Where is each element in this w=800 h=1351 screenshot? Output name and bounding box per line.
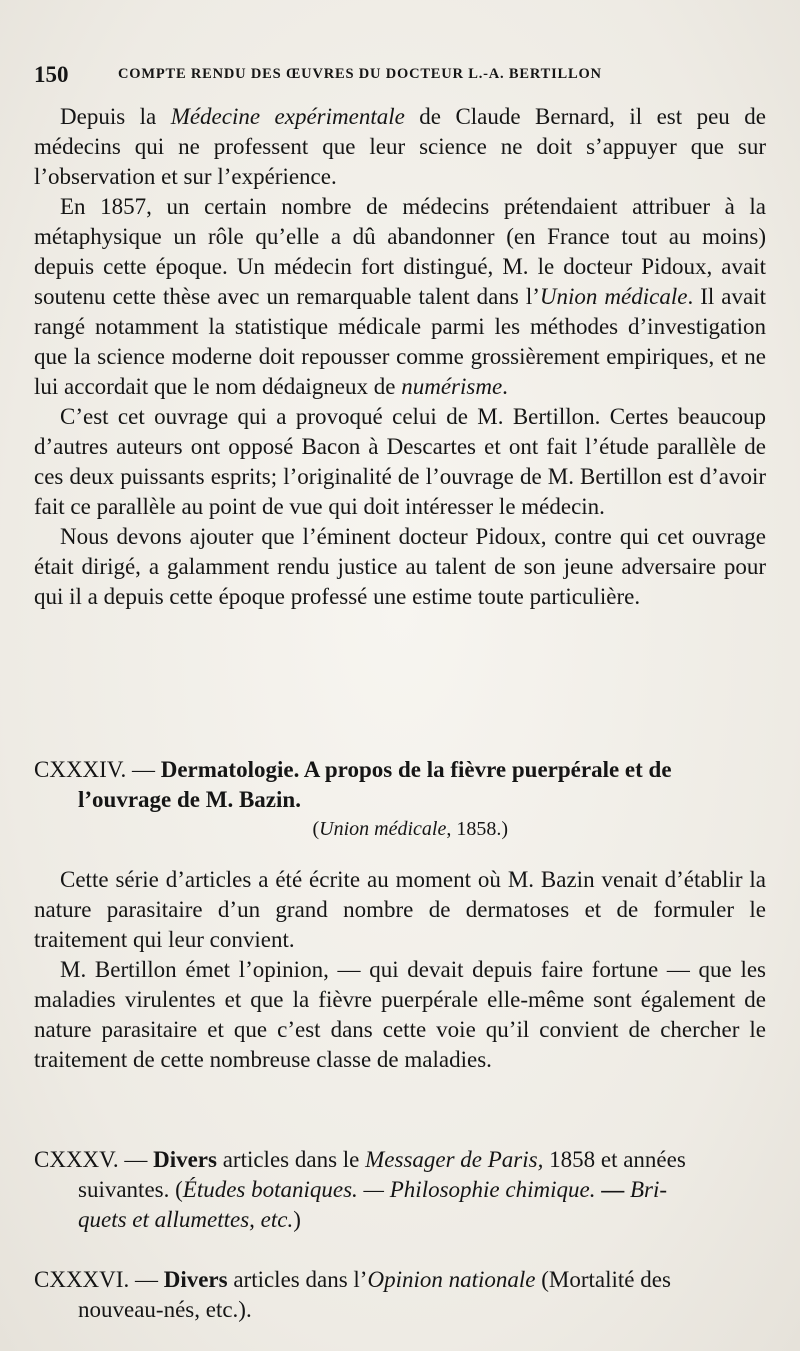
text: 1858 et années xyxy=(543,1147,686,1172)
text-block-top xyxy=(34,102,766,612)
page-header xyxy=(34,62,684,90)
italic-title: Médecine expérimentale xyxy=(170,104,405,129)
text: C’est cet ouvrage qui a provoqué celui de M. Bertillon. Certes beaucoup d’autres auteurs ont opposé Bacon à Descartes et ont fait l’étude parallèle de ces deux puissants esprits; l’originalité de l’ouvrage de M. Bertillon est d’avoir fait ce parallèle au point de vue qui doit intéresser le médecin. xyxy=(34,404,766,519)
text: ) xyxy=(293,1207,301,1232)
text: Depuis la xyxy=(60,104,171,129)
entry-line1 xyxy=(34,1265,769,1295)
source-journal: Union médicale xyxy=(319,818,447,840)
entry-cxxxvi xyxy=(34,1265,769,1325)
entry-line3 xyxy=(34,1205,769,1235)
entry-line2 xyxy=(34,1175,769,1205)
text: (Mortalité des xyxy=(535,1267,671,1292)
entry-line1 xyxy=(34,1145,769,1175)
text: suivantes. ( xyxy=(78,1177,183,1202)
paren: ( xyxy=(312,818,320,840)
text: Nous devons ajouter que l’éminent docteur Pidoux, contre qui cet ouvrage était dirigé, a galamment rendu justice au talent de son jeune adversaire pour qui il a depuis cette époque professé une estime toute particulière. xyxy=(34,524,766,609)
paragraph xyxy=(34,192,766,402)
journal-title: Messager de Paris, xyxy=(365,1147,544,1172)
dash: — xyxy=(126,757,161,782)
dash: — xyxy=(118,1147,154,1172)
paragraph xyxy=(34,955,766,1075)
text: articles dans le xyxy=(216,1147,366,1172)
text: . xyxy=(502,374,508,399)
text: articles dans l’ xyxy=(227,1267,368,1292)
page-number: 150 xyxy=(34,62,69,87)
dash: — xyxy=(129,1267,164,1292)
text-block-bottom xyxy=(34,865,766,1075)
source-year: , 1858.) xyxy=(446,818,508,840)
italic-title: Union médicale xyxy=(539,284,688,309)
entry-keyword: Divers xyxy=(153,1147,217,1172)
entry-number: CXXXIV. xyxy=(34,757,127,782)
text: En 1857, un certain nombre de médecins prétendaient attribuer à la métaphysique un rôle qu’elle a dû abandonner (en France tout au moins) depuis cette époque. Un médecin fort distingué, M. le docteur Pidoux, avait soutenu cette thèse avec un remarquable talent dans l’ xyxy=(34,194,766,309)
text: M. Bertillon émet l’opinion, — qui devait depuis faire fortune — que les maladies virulentes et que la fièvre puerpérale elle-même sont également de nature parasitaire et que c’est dans cette voie qu’il convient de chercher le traitement de cette nombreuse classe de maladies. xyxy=(34,957,766,1072)
italic-term: numérisme xyxy=(401,374,503,399)
topics: Bri- xyxy=(629,1177,668,1202)
entry-line2: nouveau-nés, etc.). xyxy=(78,1297,252,1322)
entry-cxxxv xyxy=(34,1145,769,1235)
entry-source xyxy=(0,815,800,843)
text: . Il avait rangé notamment la statistique médicale parmi les méthodes d’investigation que la science moderne doit repousser comme grossièrement empiriques, et ne lui accordait que le nom dédaigneux de xyxy=(34,284,767,399)
dash: — xyxy=(595,1177,630,1202)
entry-number: CXXXVI. xyxy=(34,1267,130,1292)
paragraph xyxy=(34,522,766,612)
text: Cette série d’articles a été écrite au moment où M. Bazin venait d’établir la nature parasitaire d’un grand nombre de dermatoses et de formuler le traitement qui leur convient. xyxy=(34,867,766,952)
paragraph xyxy=(34,102,766,192)
topics: quets et allumettes, etc. xyxy=(78,1207,294,1232)
text: de Claude Bernard, il est peu de médecins qui ne professent que leur science ne doit s’appuyer que sur l’observation et sur l’expérience. xyxy=(34,104,766,189)
paragraph xyxy=(34,402,766,522)
topics: Études botaniques. — Philosophie chimique. xyxy=(182,1177,596,1202)
entry-keyword: Divers xyxy=(163,1267,228,1292)
running-head: COMPTE RENDU DES ŒUVRES DU DOCTEUR L.-A. BERTILLON xyxy=(118,66,602,82)
entry-heading-line2: l’ouvrage de M. Bazin. xyxy=(78,787,301,812)
entry-title: Dermatologie. A propos de la fièvre puerpérale et de xyxy=(160,757,672,782)
entry-heading-line1 xyxy=(34,755,769,785)
journal-title: Opinion nationale xyxy=(367,1267,536,1292)
entry-number: CXXXV. xyxy=(34,1147,119,1172)
entry-cxxxiv xyxy=(34,755,769,815)
paragraph xyxy=(34,865,766,955)
